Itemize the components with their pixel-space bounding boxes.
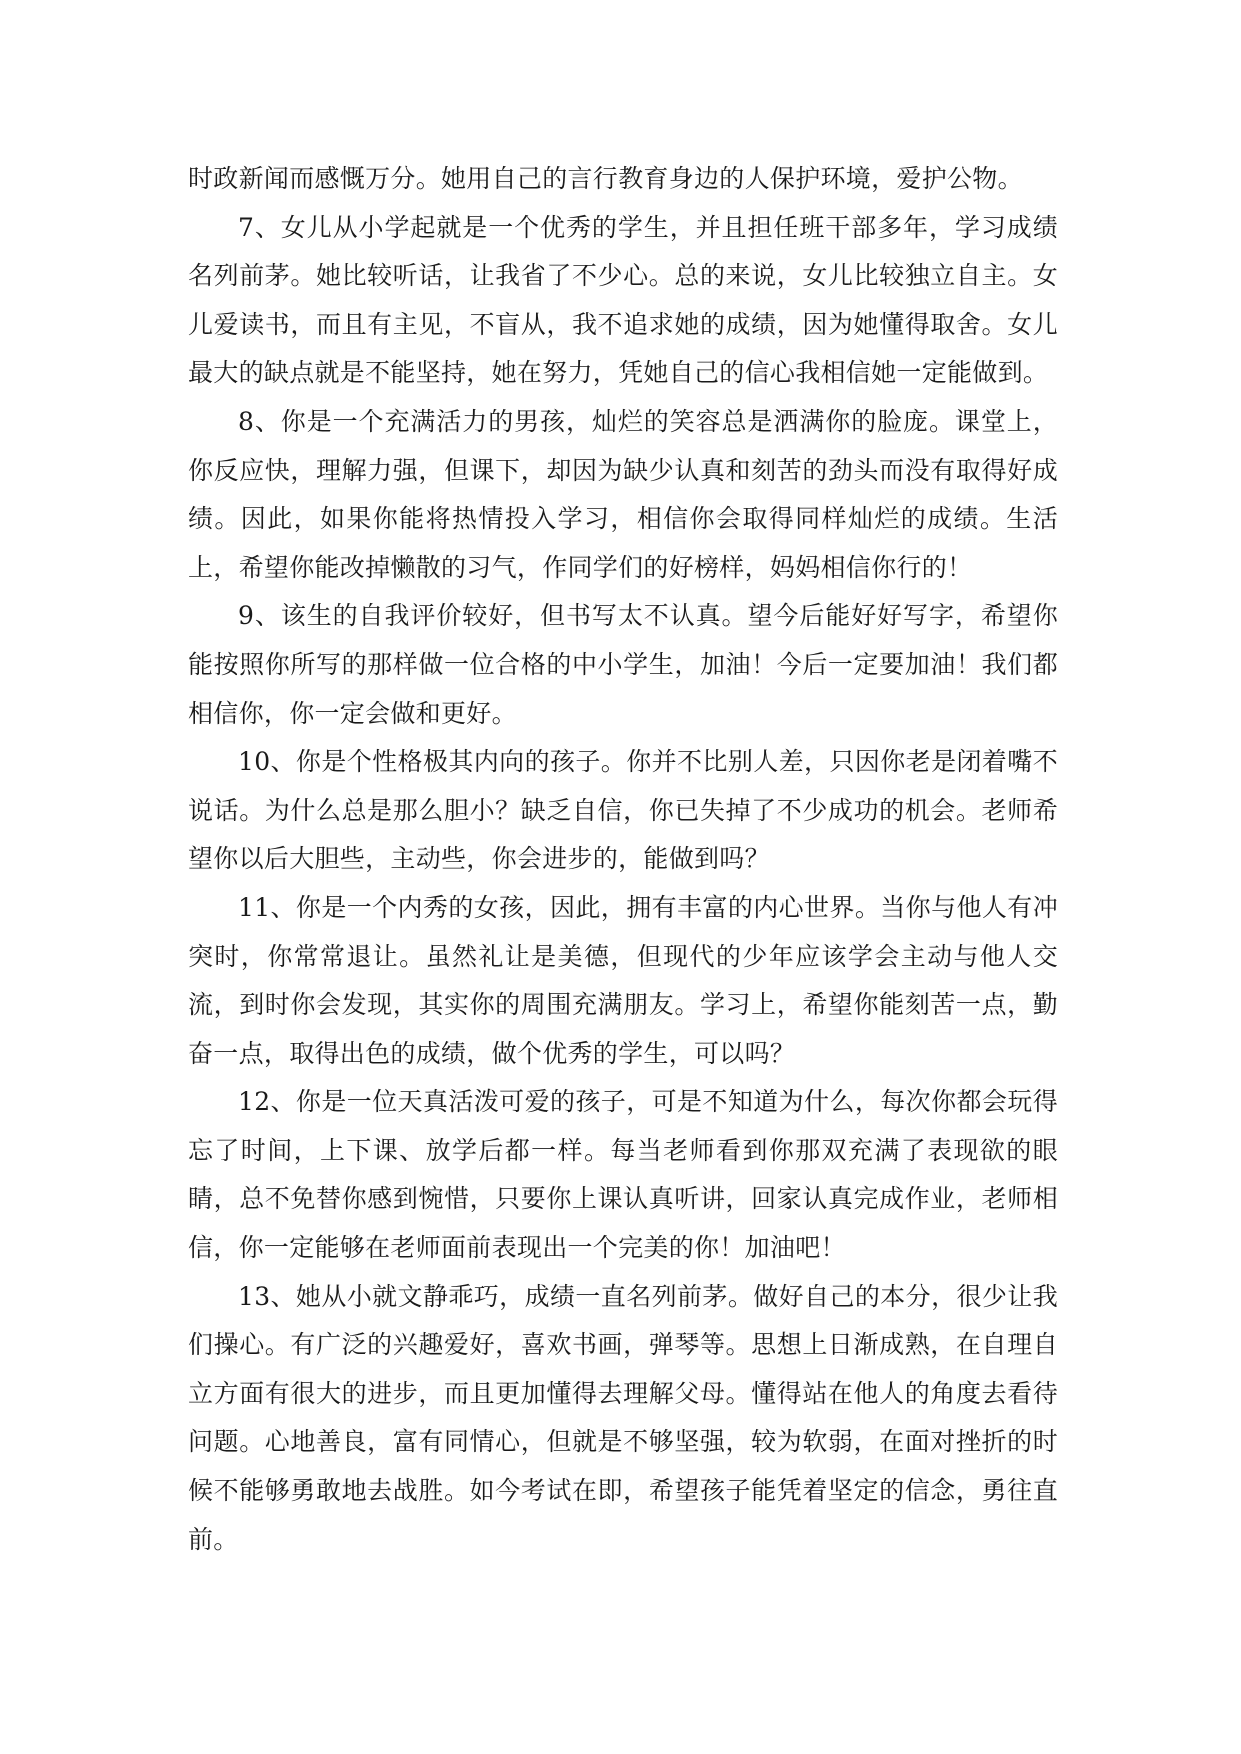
paragraph-10: 10、你是个性格极其内向的孩子。你并不比别人差，只因你老是闭着嘴不说话。为什么总是那么胆小？缺乏自信，你已失掉了不少成功的机会。老师希望你以后大胆些，主动些，你会进步的，能做到吗？	[188, 747, 1058, 874]
paragraph-13: 13、她从小就文静乖巧，成绩一直名列前茅。做好自己的本分，很少让我们操心。有广泛的兴趣爱好，喜欢书画，弹琴等。思想上日渐成熟，在自理自立方面有很大的进步，而且更加懂得去理解父母。懂得站在他人的角度去看待问题。心地善良，富有同情心，但就是不够坚强，较为软弱，在面对挫折的时候不能够勇敢地去战胜。如今考试在即，希望孩子能凭着坚定的信念，勇往直前。	[188, 1281, 1058, 1554]
paragraph-12: 12、你是一位天真活泼可爱的孩子，可是不知道为什么，每次你都会玩得忘了时间，上下课、放学后都一样。每当老师看到你那双充满了表现欲的眼睛，总不免替你感到惋惜，只要你上课认真听讲，回家认真完成作业，老师相信，你一定能够在老师面前表现出一个完美的你！加油吧！	[188, 1087, 1058, 1263]
document-body	[188, 155, 1058, 1564]
paragraph-7: 7、女儿从小学起就是一个优秀的学生，并且担任班干部多年，学习成绩名列前茅。她比较听话，让我省了不少心。总的来说，女儿比较独立自主。女儿爱读书，而且有主见，不盲从，我不追求她的成绩，因为她懂得取舍。女儿最大的缺点就是不能坚持，她在努力，凭她自己的信心我相信她一定能做到。	[188, 212, 1058, 388]
paragraph-11: 11、你是一个内秀的女孩，因此，拥有丰富的内心世界。当你与他人有冲突时，你常常退让。虽然礼让是美德，但现代的少年应该学会主动与他人交流，到时你会发现，其实你的周围充满朋友。学习上，希望你能刻苦一点，勤奋一点，取得出色的成绩，做个优秀的学生，可以吗？	[188, 892, 1058, 1068]
paragraph-8: 8、你是一个充满活力的男孩，灿烂的笑容总是洒满你的脸庞。课堂上，你反应快，理解力强，但课下，却因为缺少认真和刻苦的劲头而没有取得好成绩。因此，如果你能将热情投入学习，相信你会取得同样灿烂的成绩。生活上，希望你能改掉懒散的习气，作同学们的好榜样，妈妈相信你行的！	[188, 406, 1058, 582]
continuation-paragraph: 时政新闻而感慨万分。她用自己的言行教育身边的人保护环境，爱护公物。	[188, 164, 1023, 193]
paragraph-9: 9、该生的自我评价较好，但书写太不认真。望今后能好好写字，希望你能按照你所写的那样做一位合格的中小学生，加油！今后一定要加油！我们都相信你，你一定会做和更好。	[188, 601, 1058, 728]
